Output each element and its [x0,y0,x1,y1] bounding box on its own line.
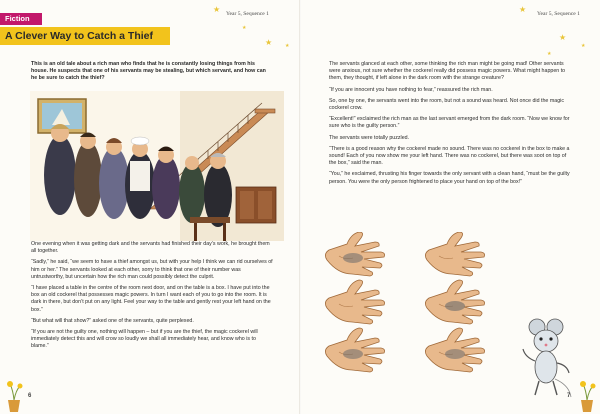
right-page [301,0,600,414]
paragraph: So, one by one, the servants went into the room, but not a sound was heard. Not once did the magic cockerel crow. [329,97,564,112]
star-icon: ★ [559,33,567,42]
paragraph: “If you are innocent you have nothing to fear,” reassured the rich man. [329,86,493,93]
paragraph: One evening when it was getting dark and the servants had finished their day’s work, he brought them all together. [31,241,270,255]
story-title: A Clever Way to Catch a Thief [0,27,170,45]
hand-icon [325,280,384,324]
page-number-left: 6 [28,393,32,399]
story-intro: This is an old tale about a rich man who finds that he is constantly losing things from his house. He suspects that one of his servants may be stealing, but which servant, and how can he be sure to catch the thief? [31,61,266,82]
paragraph: “There is a good reason why the cockerel made no sound. There was no cockerel in the box to make a sound! Each of you now show me your left hand. There was no cockerel, but there was soot on top of the box,” said the man. [329,145,570,167]
flower-plant-icon [577,378,597,412]
star-icon: ★ [213,5,221,14]
left-body-text [31,241,275,355]
paragraph: “Excellent!” exclaimed the rich man as the last servant emerged from the dark room. “Now we know for sure who is the guilty person.” [329,116,570,130]
flower-plant-icon [4,378,24,412]
star-icon: ★ [285,43,290,49]
hand-icon [425,232,484,276]
star-icon: ★ [242,25,247,31]
paragraph: The servants glanced at each other, some thinking the rich man might be going mad! Other servants were anxious, not sure whether the cockerel really did possess magic powers. What might happen to them, they thought, if left alone in the dark room with the strange creature? [329,61,566,82]
running-head-left: Year 5, Sequence 1 [226,11,269,17]
paragraph: “Sadly,” he said, “we seem to have a thief amongst us, but with your help I think we can rid ourselves of him or her.” The servants looked at each other, sorry to think that one of their number was untrustworthy, but uncertain how the rich man could possibly detect the culprit. [31,259,273,280]
star-icon: ★ [265,38,273,47]
page-number-right: 7 [567,393,571,399]
running-head-right: Year 5, Sequence 1 [537,11,580,17]
star-icon: ★ [519,5,527,14]
servants-staircase-illustration [30,91,284,241]
right-body-text [329,61,575,190]
star-icon: ★ [581,43,586,49]
mouse-character-icon [519,317,573,399]
left-hands-illustration [313,232,513,388]
paragraph: “But what will that show?” asked one of the servants, quite perplexed. [31,317,194,324]
section-tag: Fiction [0,13,42,25]
paragraph: “You,” he exclaimed, thrusting his finger towards the only servant with a clean hand, “must be the guilty person. You were the only person frightened to place your hand on top of the box!” [329,171,570,185]
paragraph: “If you are not the guilty one, nothing will happen – but if you are the thief, the magic cockerel will immediately detect this and will crow so loudly we shall all immediately hear, and know who is to blame.” [31,329,258,350]
paragraph: “I have placed a table in the centre of the room next door, and on the table is a box. I have put into the box an old cockerel that possesses magic powers. In turn I want each of you to go into the room. It is dark in there, but don’t put on any light. Feel your way to the table and gently rest your left hand on the box.” [31,285,271,313]
star-icon: ★ [547,51,552,57]
paragraph: The servants were totally puzzled. [329,134,410,141]
